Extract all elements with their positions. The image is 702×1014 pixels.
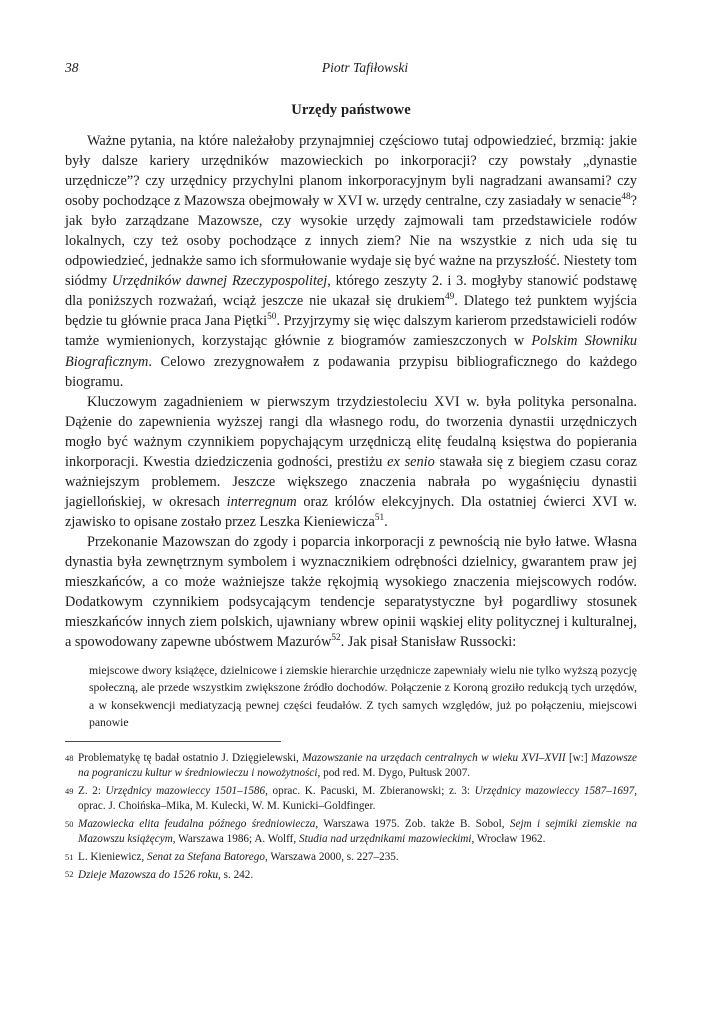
footnote-item [65, 850, 637, 865]
footnote-number: 48 [65, 753, 74, 763]
footnote-separator-rule [65, 741, 281, 742]
footnote-number: 52 [65, 870, 74, 880]
running-head-author: Piotr Tafiłowski [321, 60, 409, 75]
block-quote [89, 662, 637, 731]
footnote-number: 51 [65, 852, 74, 862]
footnote-list [65, 751, 637, 883]
footnote-text: Dzieje Mazowsza do 1526 roku, s. 242. [78, 868, 254, 881]
footnote-item [65, 751, 637, 782]
footnote-item [65, 817, 637, 848]
body-paragraph: Kluczowym zagadnieniem w pierwszym trzydziestoleciu XVI w. była polityka personalna. Dążenie do zapewnienia wyższej rangi dla własnego rodu, do tworzenia dynastii urzędniczych mogło być ważnym czynnikiem popychającym urzędniczą elitę feudalną księstwa do popierania inkorporacji. Kwestia dziedziczenia godności, prestiżu ex senio stawała się z biegiem czasu coraz ważniejszym problemem. Jeszcze większego znaczenia nabrała po wygaśnięciu dynastii jagiellońskiej, w okresach interregnum oraz królów elekcyjnych. Dla ostatniej ćwierci XVI w. zjawisko to opisane zostało przez Leszka Kieniewicza$^{51}$. [65, 393, 638, 530]
block-quote-text: miejscowe dwory książęce, dzielnicowe i ziemskie hierarchie urzędnicze zapewniały wielu nie tylko wyższą pozycję społeczną, ale przede wszystkim zwiększone źródło dochodów. Połączenie z Koroną groziło redukcją tych urzędów, a w konsekwencji mediatyzacją pewnej części feudałów. Z tych samych względów, już po połączeniu, miejscowi panowie [89, 664, 637, 729]
footnote-text: Mazowiecka elita feudalna późnego średniowiecza, Warszawa 1975. Zob. także B. Sobol, Sejm i sejmiki ziemskie na Mazowszu książęcym, Warszawa 1986; A. Wolff, Studia nad urzędnikami mazowieckimi, Wrocław 1962. [78, 818, 637, 846]
body-paragraph: Ważne pytania, na które należałoby przynajmniej częściowo tutaj odpowiedzieć, brzmią: jakie były dalsze kariery urzędników mazowieckich po inkorporacji? czy powstały „dynastie urzędnicze”? czy urzędnicy przychylni planom inkorporacyjnym byli nagradzani awansami? czy osoby pochodzące z Mazowsza obejmowały w XVI w. urzędy centralne, czy zasiadały w senacie$^{48}$? jak było zarządzane Mazowsze, czy wysokie urzędy zajmowali tam przedstawiciele rodów lokalnych, czy też osoby pochodzące z innych ziem? Nie na wszystkie z nich uda się tu odpowiedzieć, jednakże samo ich sformułowanie wydaje się być ważne na przyszłość. Niestety tom siódmy Urzędników dawnej Rzeczypospolitej, którego zeszyty 2. i 3. mogłyby stanowić podstawę dla poniższych rozważań, wciąż jeszcze nie ukazał się drukiem$^{49}$. Dlatego też punktem wyjścia będzie tu głównie praca Jana Piętki$^{50}$. Przyjrzymy się więc dalszym karierom przedstawicieli rodów tamże wymienionych, korzystając głównie z biogramów zamieszczonych w Polskim Słowniku Biograficznym. Celowo zrezygnowałem z podawania przypisu bibliograficznego do każdego biogramu. [65, 133, 638, 390]
footnote-text: Z. 2: Urzędnicy mazowieccy 1501–1586, oprac. K. Pacuski, M. Zbieranowski; z. 3: Urzędnicy mazowieccy 1587–1697, oprac. J. Choińska–Mika, M. Kulecki, W. M. Kunicki–Goldfinger. [78, 785, 637, 813]
footnote-item [65, 784, 637, 815]
footnote-item [65, 868, 637, 883]
footnote-number: 50 [65, 819, 74, 829]
running-head [65, 59, 637, 77]
page-title: Urzędy państwowe [291, 102, 411, 118]
page-number: 38 [65, 60, 79, 75]
main-text-block [65, 100, 637, 731]
footnote-text: Problematykę tę badał ostatnio J. Dzięgielewski, Mazowszanie na urzędach centralnych w wieku XVI–XVII [w:] Mazowsze na pograniczu kultur w średniowieczu i nowożytności, pod red. M. Dygo, Pułtusk 2007. [78, 752, 637, 780]
body-paragraph: Przekonanie Mazowszan do zgody i poparcia inkorporacji z pewnością nie było łatwe. Własna dynastia była zewnętrznym symbolem i wyznacznikiem odrębności dzielnicy, gwarantem praw jej mieszkańców, a co może ważniejsze także rękojmią wysokiego znaczenia miejscowych rodów. Dodatkowym czynnikiem podsycającym tendencje separatystyczne był pogardliwy stosunek mieszkańców innych ziem polskich, ujawniany wbrew opinii wąskiej elity politycznej i kulturalnej, a spowodowany zapewne ubóstwem Mazurów$^{52}$. Jak pisał Stanisław Russocki: [65, 533, 637, 651]
footnote-text: L. Kieniewicz, Senat za Stefana Batorego, Warszawa 2000, s. 227–235. [78, 851, 399, 863]
footnote-number: 49 [65, 786, 74, 796]
footnote-apparatus [65, 741, 637, 885]
